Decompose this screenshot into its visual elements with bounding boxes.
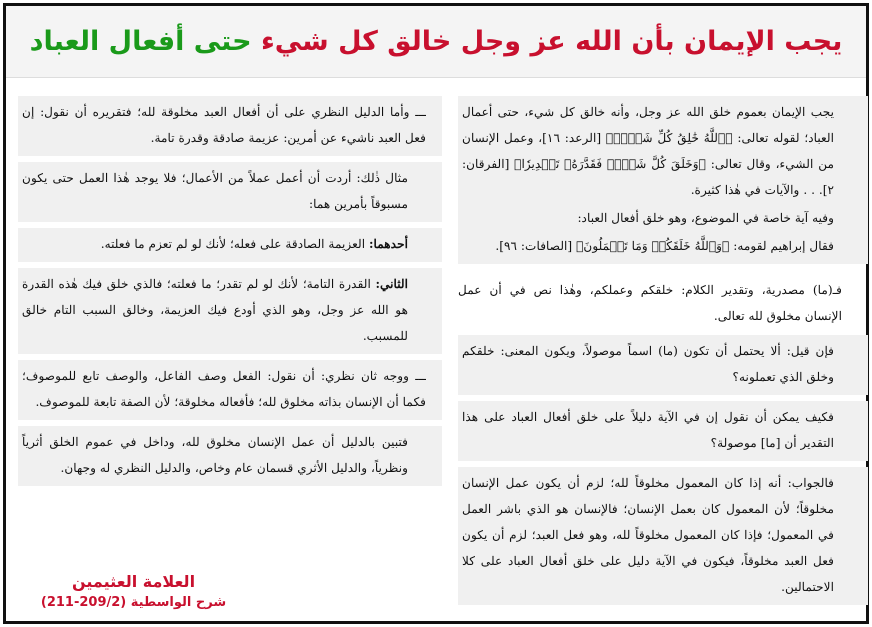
right-box-1: [458, 96, 868, 264]
paragraph: يجب الإيمان بعموم خلق الله عز وجل، وأنه خالق كل شيء، حتى أعمال العباد؛ لقوله تعالى: ﴿ٱللَّهُ خَٰلِقُ كُلِّ شَيۡءٖ﴾ [الرعد: ١٦]، وعمل الإنسان من الشيء، وقال تعالى: ﴿وَخَلَقَ كُلَّ شَيۡءٖ فَقَدَّرَهُۥ تَقۡدِيرٗا﴾ [الفرقان: ٢]. . . والآيات في هٰذا كثيرة.: [462, 105, 834, 197]
paragraph: مثال ذٰلك: أردت أن أعمل عملاً من الأعمال؛ فلا يوجد هٰذا العمل حتى يكون مسبوقاً بأمرين هما:: [22, 171, 408, 211]
paragraph: وفيه آية خاصة في الموضوع، وهو خلق أفعال العباد:: [577, 211, 834, 225]
signature: [26, 571, 241, 613]
paragraph: فتبين بالدليل أن عمل الإنسان مخلوق لله، وداخل في عموم الخلق أثرياً ونظرياً، والدليل الأثري قسمان عام وخاص، والدليل النظري له وجهان.: [22, 435, 408, 475]
paragraph: فإن قيل: ألا يحتمل أن تكون (ما) اسماً موصولاً، ويكون المعنى: خلقكم وخلق الذي تعملونه؟: [462, 344, 834, 384]
title-highlight: حتى أفعال العباد: [29, 26, 252, 57]
paragraph: ـــ وأما الدليل النظري على أن أفعال العبد مخلوقة لله؛ فتقريره أن نقول: إن فعل العبد ناشيء عن أمرين: عزيمة صادقة وقدرة تامة.: [22, 105, 426, 145]
source-reference: شرح الواسطية (209/2-211): [40, 595, 227, 610]
point-text: العزيمة الصادقة على فعله؛ لأنك لو لم تعزم ما فعلته.: [100, 237, 366, 251]
paragraph: [22, 271, 434, 351]
left-box-6: [18, 426, 442, 486]
author-name: العلامة العثيمين: [71, 572, 196, 591]
page-frame: [3, 3, 869, 624]
right-box-4: [458, 467, 868, 605]
paragraph: فالجواب: أنه إذا كان المعمول مخلوقاً لله؛ لزم أن يكون عمل الإنسان مخلوقاً؛ لأن المعمول كان بعمل الإنسان؛ فالإنسان هو الذي باشر العمل في المعمول؛ فإذا كان المعمول مخلوقاً لله، وهو فعل العبد؛ لزم أن يكون فعل العبد مخلوقاً، فيكون في الآية دليل على خلق أفعال العباد على كلا الاحتمالين.: [462, 476, 834, 594]
point-label: أحدهما:: [368, 237, 408, 251]
right-box-3: [458, 401, 868, 461]
title-band: [6, 6, 866, 78]
right-box-2: [458, 335, 868, 395]
paragraph: ـــ ووجه ثان نظري: أن نقول: الفعل وصف الفاعل، والوصف تابع للموصوف؛ فكما أن الإنسان بذاته مخلوق لله؛ فأفعاله مخلوقة؛ لأن الصفة تابعة للموصوف.: [22, 369, 426, 409]
left-column: [18, 92, 442, 492]
point-text: القدرة التامة؛ لأنك لو لم تقدر؛ ما فعلته؛ فالذي خلق فيك هٰذه القدرة هو الله عز وجل، وهو الذي أودع فيك العزيمة، وخالق السبب التام خالق للمسبب.: [22, 277, 408, 343]
paragraph: فقال إبراهيم لقومه: ﴿وَٱللَّهُ خَلَقَكُمۡ وَمَا تَعۡمَلُونَ﴾ [الصافات: ٩٦].: [495, 239, 834, 253]
left-box-2: [18, 162, 442, 222]
left-box-5: [18, 360, 442, 420]
title-main: يجب الإيمان بأن الله عز وجل خالق كل شيء: [261, 26, 843, 57]
left-box-1: [18, 96, 442, 156]
paragraph: [22, 231, 434, 259]
point-label: الثاني:: [375, 277, 409, 291]
right-column: [458, 92, 868, 611]
paragraph: فـ(ما) مصدرية، وتقدير الكلام: خلقكم وعملكم، وهٰذا نص في أن عمل الإنسان مخلوق لله تعالى.: [458, 283, 842, 323]
left-box-3: [18, 228, 442, 262]
page-title: [30, 26, 843, 57]
paragraph: فكيف يمكن أن نقول إن في الآية دليلاً على خلق أفعال العباد على هذا التقدير أن [ما] موصولة؟: [462, 410, 834, 450]
left-box-4: [18, 268, 442, 354]
